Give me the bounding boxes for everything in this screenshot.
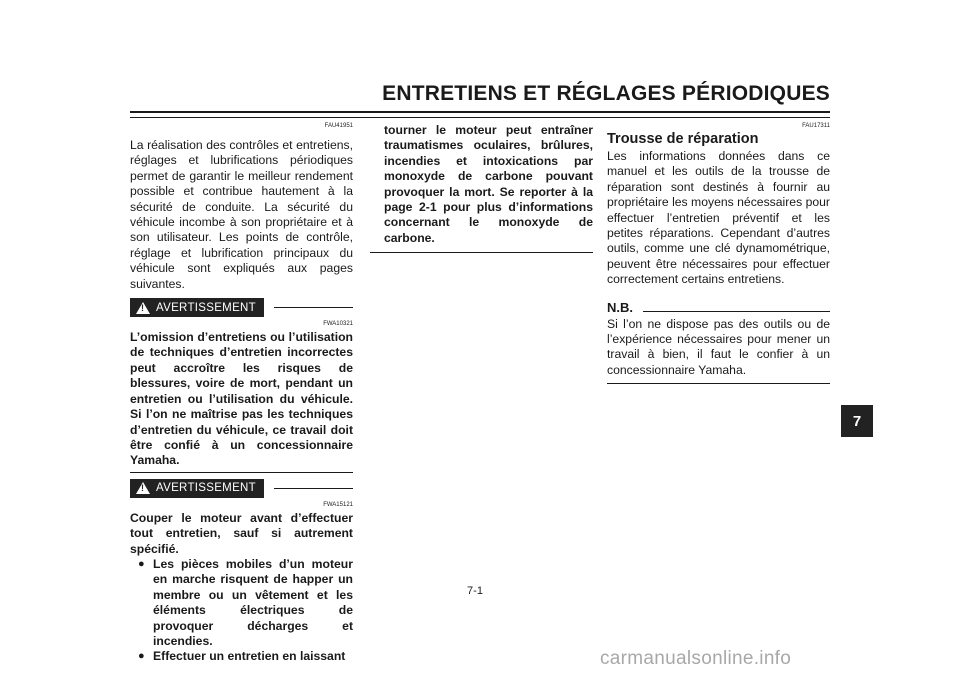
warning-code: FWA10321: [323, 321, 353, 328]
note-header: [607, 300, 830, 315]
section-title: Trousse de réparation: [607, 131, 759, 147]
warning-rule: [274, 307, 353, 308]
warning-header-1: [130, 298, 353, 317]
warning-header-2: [130, 479, 353, 498]
warning-triangle-icon: !: [136, 482, 150, 494]
warning-triangle-icon: !: [136, 302, 150, 314]
warning-end-rule: [370, 252, 593, 253]
header-rule-thin: [130, 117, 830, 118]
bullet-dot-icon: ●: [138, 557, 145, 570]
bullet-item: [138, 557, 353, 649]
section-code: FAU17311: [802, 123, 830, 129]
column-middle: [370, 123, 593, 259]
warning-label: AVERTISSEMENT: [156, 482, 256, 495]
chapter-tab: 7: [841, 405, 873, 437]
watermark: carmanualsonline.info: [600, 648, 792, 669]
warning-text-2: Couper le moteur avant d’effectuer tout entretien, sauf si autrement spécifié.: [130, 510, 353, 556]
bullet-text: Les pièces mobiles d’un moteur en marche risquent de happer un membre ou un vêtement et les éléments électriques de provoquer décharges et incendies.: [153, 556, 353, 648]
section-code: FAU41951: [324, 123, 353, 129]
warning-end-rule: [130, 472, 353, 473]
column-left: [130, 123, 353, 665]
note-rule: [643, 311, 830, 312]
bullet-text: Effectuer un entretien en laissant: [153, 649, 346, 664]
warning-label: AVERTISSEMENT: [156, 301, 256, 314]
warning-continued: [370, 123, 593, 246]
note-label: N.B.: [607, 299, 633, 315]
warning-text-continued: tourner le moteur peut entraîner traumatismes oculaires, brûlures, incendies et intoxications par monoxyde de carbone pouvant provoquer la mort. Se reporter à la page 2-1 pour plus d’informations concernant le monoxyde de carbone.: [384, 123, 593, 245]
page-title: ENTRETIENS ET RÉGLAGES PÉRIODIQUES: [382, 82, 830, 105]
warning-code: FWA15121: [323, 501, 353, 508]
intro-paragraph: La réalisation des contrôles et entretiens, réglages et lubrifications périodiques permet de garantir le meilleur rendement possible et contribue hautement à la sécurité de conduite. La sécurité du véhicule incombe à son propriétaire et à son utilisateur. Les points de contrôle, réglage et lubrification principaux du véhicule sont expliqués aux pages suivantes.: [130, 138, 353, 291]
note-end-rule: [607, 383, 830, 384]
header-rule: [130, 111, 830, 113]
warning-badge: [130, 298, 264, 317]
column-right: [607, 123, 830, 390]
note-text: Si l’on ne dispose pas des outils ou de l’expérience nécessaires pour mener un travail à bien, il faut le confier à un concessionnaire Yamaha.: [607, 316, 830, 377]
bullet-dot-icon: ●: [138, 650, 145, 663]
page-number: 7-1: [467, 585, 483, 597]
section-paragraph: Les informations données dans ce manuel et les outils de la trousse de réparation sont destinés à fournir au propriétaire les moyens nécessaires pour effectuer l’entretien préventif et les petites réparations. Cependant d’autres outils, comme une clé dynamométrique, peuvent être nécessaires pour effectuer correctement certains entretiens.: [607, 149, 830, 287]
warning-rule: [274, 488, 353, 489]
warning-text-1: L’omission d’entretiens ou l’utilisation de techniques d’entretien incorrectes peut accroître les risques de blessures, voire de mort, pendant un entretien ou l’utilisation du véhicule. Si l’on ne maîtrise pas les techniques d’entretien du véhicule, ce travail doit être confié à un concessionnaire Yamaha.: [130, 330, 353, 468]
bullet-item: [138, 649, 353, 664]
warning-badge: [130, 479, 264, 498]
